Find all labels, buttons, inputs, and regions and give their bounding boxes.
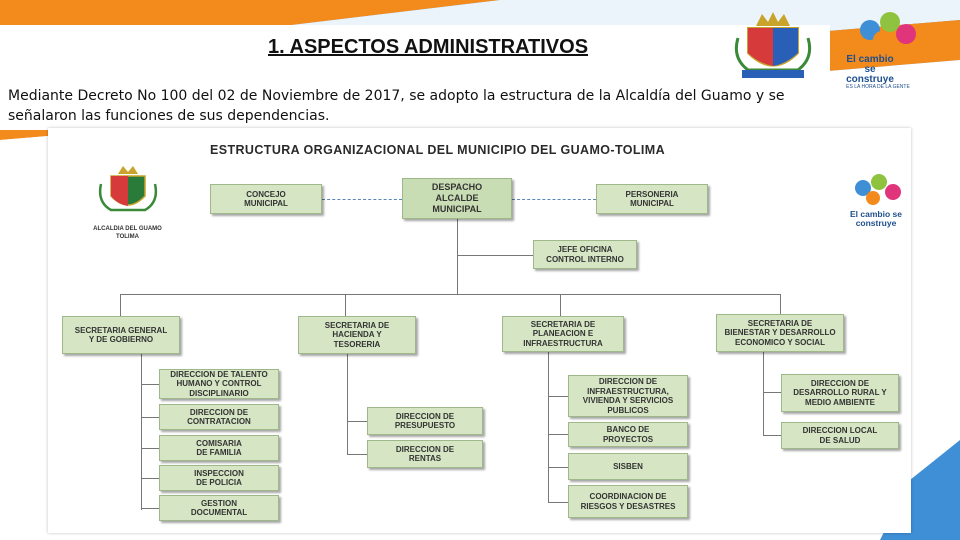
- connector-main-horizontal: [120, 294, 780, 295]
- connector-general-children: [141, 354, 142, 510]
- connector-hacienda-children: [347, 354, 348, 454]
- branch-g2: [141, 417, 159, 418]
- connector-planeacion: [560, 294, 561, 316]
- branch-p1: [548, 396, 568, 397]
- chart-crest-caption: ALCALDIA DEL GUAMO TOLIMA: [93, 226, 162, 240]
- box-inspeccion-policia: INSPECCION DE POLICIA: [159, 465, 279, 491]
- box-salud: DIRECCION LOCAL DE SALUD: [781, 422, 899, 449]
- box-comisaria-familia: COMISARIA DE FAMILIA: [159, 435, 279, 461]
- branch-b2: [763, 435, 781, 436]
- branch-b1: [763, 392, 781, 393]
- box-presupuesto: DIRECCION DE PRESUPUESTO: [367, 407, 483, 435]
- slide-body-text: Mediante Decreto No 100 del 02 de Noviembre de 2017, se adopto la estructura de la Alcaldía del Guamo y se señalaron las funciones de sus dependencias.: [8, 88, 785, 124]
- campaign-logo-text: El cambio se construye: [846, 54, 894, 85]
- box-gestion-documental: GESTION DOCUMENTAL: [159, 495, 279, 521]
- branch-p3: [548, 467, 568, 468]
- box-despacho-alcalde: DESPACHO ALCALDE MUNICIPAL: [402, 178, 512, 219]
- box-desarrollo-rural: DIRECCION DE DESARROLLO RURAL Y MEDIO AMBIENTE: [781, 374, 899, 412]
- connector-hacienda: [345, 294, 346, 316]
- box-secretaria-hacienda: SECRETARIA DE HACIENDA Y TESORERIA: [298, 316, 416, 354]
- box-infraestructura: DIRECCION DE INFRAESTRUCTURA, VIVIENDA Y SERVICIOS PUBLICOS: [568, 375, 688, 417]
- connector-main-vertical: [457, 219, 458, 294]
- box-riesgos-desastres: COORDINACION DE RIESGOS Y DESASTRES: [568, 485, 688, 518]
- box-secretaria-bienestar: SECRETARIA DE BIENESTAR Y DESARROLLO ECONOMICO Y SOCIAL: [716, 314, 844, 352]
- branch-g5: [141, 508, 159, 509]
- box-secretaria-planeacion: SECRETARIA DE PLANEACION E INFRAESTRUCTURA: [502, 316, 624, 352]
- box-banco-proyectos: BANCO DE PROYECTOS: [568, 422, 688, 447]
- box-sisben: SISBEN: [568, 453, 688, 480]
- org-chart-title: ESTRUCTURA ORGANIZACIONAL DEL MUNICIPIO DEL GUAMO-TOLIMA: [210, 143, 666, 157]
- branch-p4: [548, 502, 568, 503]
- branch-h1: [347, 421, 367, 422]
- box-rentas: DIRECCION DE RENTAS: [367, 440, 483, 468]
- box-concejo-municipal: CONCEJO MUNICIPAL: [210, 184, 322, 214]
- slide-title: 1. ASPECTOS ADMINISTRATIVOS: [268, 36, 589, 58]
- box-secretaria-general: SECRETARIA GENERAL Y DE GOBIERNO: [62, 316, 180, 354]
- dashed-connector-personeria: [512, 199, 596, 200]
- dashed-connector-concejo: [322, 199, 402, 200]
- campaign-logo-tagline: ES LA HORA DE LA GENTE: [846, 84, 910, 90]
- branch-h2: [347, 454, 367, 455]
- chart-crest-logo: [93, 162, 163, 222]
- branch-g1: [141, 384, 159, 385]
- branch-g3: [141, 448, 159, 449]
- box-talento-humano: DIRECCION DE TALENTO HUMANO Y CONTROL DISCIPLINARIO: [159, 369, 279, 399]
- box-control-interno: JEFE OFICINA CONTROL INTERNO: [533, 240, 637, 269]
- connector-general: [120, 294, 121, 316]
- branch-g4: [141, 478, 159, 479]
- connector-planeacion-children: [548, 352, 549, 502]
- chart-campaign-logo-text: El cambio se construye: [850, 209, 902, 228]
- branch-p2: [548, 434, 568, 435]
- connector-control: [457, 255, 533, 256]
- connector-bienestar: [780, 294, 781, 314]
- municipal-crest-logo: [728, 8, 818, 83]
- connector-bienestar-children: [763, 352, 764, 436]
- box-personeria-municipal: PERSONERIA MUNICIPAL: [596, 184, 708, 214]
- box-contratacion: DIRECCION DE CONTRATACION: [159, 404, 279, 430]
